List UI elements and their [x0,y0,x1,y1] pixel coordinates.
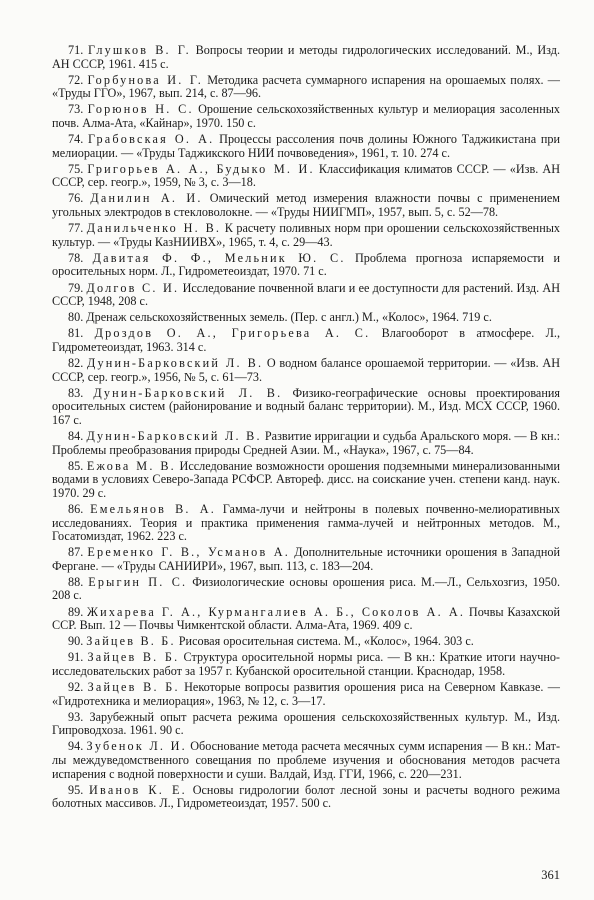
reference-number: 78. [68,250,84,265]
reference-item [52,103,560,130]
reference-item [52,387,560,428]
reference-author: Емельянов В. А. [90,501,216,516]
reference-item [52,576,560,603]
reference-author: Зубенок Л. И. [86,739,187,754]
reference-text: Физико-географические основы проектирования оросительных систем (районирование и водный баланс территории). М., Изд. МСХ СССР, 1960. 167 с. [52,385,560,427]
reference-text: Гамма-лучи и нейтроны в полевых почвенно-мелиоративных исследованиях. Теория и практика применения гамма-лучей и нейтронных методов. М., Госатомиздат, 1962. 223 с. [52,501,560,544]
reference-item [52,44,560,71]
reference-author: Давитая Ф. Ф., Мельник Ю. С. [92,250,346,265]
reference-author: Грабовская О. А. [88,132,215,147]
page-number: 361 [541,868,560,882]
reference-author: Ежова М. В. [86,458,176,473]
reference-item [52,460,560,501]
reference-number: 89. [68,604,84,619]
reference-text: Влагооборот в атмосфере. Л., Гидрометеоиздат, 1963. 314 с. [52,326,560,354]
reference-text: Дополнительные источники орошения в Западной Фергане. — «Труды САНИИРИ», 1967, вып. 113, с. 183—204. [52,545,560,573]
reference-number: 85. [68,458,84,473]
reference-number: 75. [68,161,84,176]
reference-number: 77. [68,221,84,236]
reference-number: 91. [68,650,84,665]
reference-text: Основы гидрологии болот лесной зоны и расчеты водного режима болотных массивов. Л., Гидрометеоиздат, 1957. 500 с. [52,782,560,811]
reference-text: Обоснование метода расчета месячных сумм испарения — В кн.: Мат-лы междуведомственного совещания по проблеме изучения и обоснования методов расчета испарения с водной поверхности и суши. Валдай, Изд. ГГИ, 1966, с. 220—231. [52,739,560,781]
reference-text: Процессы рассоления почв долины Южного Таджикистана при мелиорации. — «Труды Таджикского НИИ почвоведения», 1961, т. 10. 274 с. [52,132,561,160]
reference-text: Зарубежный опыт расчета режима орошения сельскохозяйственных культур. М., Изд. Гипроводхоза. 1961. 90 с. [52,709,560,738]
reference-item [52,282,560,309]
reference-list [52,44,560,813]
reference-number: 76. [68,191,84,206]
reference-text: Исследование возможности орошения подземными минерализованными водами в условиях Северо-Запада РСФСР. Автореф. дисс. на соискание учен. степени канд. наук. 1970. 29 с. [52,458,561,500]
reference-text: К расчету поливных норм при орошении сельскохозяйственных культур. — «Труды КазНИИВХ», 1965, т. 4, с. 29—43. [52,221,560,249]
reference-author: Иванов К. Е. [89,782,187,797]
reference-text: Дренаж сельскохозяйственных земель. (Пер. с англ.) М., «Колос», 1964. 719 с. [86,310,492,325]
reference-text: Физиологические основы орошения риса. М.—Л., Сельхозгиз, 1950. 208 с. [52,574,561,603]
reference-number: 93. [68,709,84,724]
reference-text: О водном балансе орошаемой территории. — «Изв. АН СССР, сер. геогр.», 1956, № 5, с. 61—73. [52,355,561,384]
reference-text: Почвы Казахской ССР. Вып. 12 — Почвы Чимкентской области. Алма-Ата, 1969. 409 с. [52,604,561,633]
reference-number: 87. [68,545,84,560]
reference-number: 80. [68,310,84,325]
reference-author: Долгов С. И. [86,280,180,295]
reference-author: Зайцев В. Б. [86,634,176,649]
reference-item [52,681,560,708]
reference-item [52,635,560,649]
reference-author: Горюнов Н. С. [87,102,194,117]
reference-author: Дроздов О. А., Григорьева А. С. [94,326,371,341]
reference-number: 79. [68,280,84,295]
reference-author: Еременко Г. В., Усманов А. [87,545,291,560]
reference-number: 71. [68,43,84,57]
reference-text: Проблема прогноза испаряемости и оросительных норм. Л., Гидрометеоиздат, 1970. 71 с. [52,250,561,279]
reference-text: Классификация климатов СССР. — «Изв. АН СССР, сер. геогр.», 1959, № 3, с. 3—18. [52,161,561,190]
reference-item [52,711,560,738]
reference-item [52,503,560,544]
reference-text: Омический метод измерения влажности почвы с применением угольных электродов в стекловолокне. — «Труды НИИГМП», 1957, вып. 5, с. 52—78. [52,191,561,220]
reference-item [52,357,560,384]
reference-number: 88. [68,574,84,589]
reference-number: 72. [68,72,84,87]
reference-author: Дунин-Барковский Л. В. [86,428,262,443]
reference-number: 95. [68,782,84,797]
reference-author: Дунин-Барковский Л. В. [86,355,264,370]
reference-author: Данилин А. И. [90,191,203,206]
reference-item [52,222,560,249]
reference-author: Горбунова И. Г. [87,72,204,87]
reference-text: Структура оросительной нормы риса. — В кн.: Краткие итоги научно-исследовательских работ за 1957 г. Кубанской оросительной станции. Краснодар, 1958. [52,650,560,678]
reference-number: 84. [68,428,84,443]
reference-item [52,252,560,279]
reference-number: 73. [68,102,84,117]
reference-item [52,133,560,160]
reference-item [52,651,560,678]
reference-number: 92. [68,680,84,695]
reference-item [52,163,560,190]
reference-item [52,430,560,457]
reference-item [52,311,560,325]
reference-text: Вопросы теории и методы гидрологических исследований. М., Изд. АН СССР, 1961. 415 с. [52,43,560,71]
reference-author: Ерыгин П. С. [88,574,188,589]
reference-number: 90. [68,634,84,649]
reference-number: 82. [68,355,84,370]
reference-author: Григорьев А. А., Будыко М. И. [87,161,315,176]
reference-item [52,740,560,781]
reference-author: Жихарева Г. А., Курмангалиев А. Б., Соколов А. А. [87,604,466,619]
reference-number: 74. [68,132,84,147]
reference-item [52,327,560,354]
reference-text: Орошение сельскохозяйственных культур и мелиорация засоленных почв. Алма-Ата, «Кайнар», 1970. 150 с. [52,102,561,130]
reference-item [52,74,560,101]
reference-author: Дунин-Барковский Л. В. [93,385,283,400]
reference-item [52,546,560,573]
reference-number: 83. [68,385,84,400]
reference-item [52,606,560,633]
reference-number: 94. [68,739,84,754]
reference-number: 86. [68,501,84,516]
reference-text: Рисовая оросительная система. М., «Колос», 1964. 303 с. [175,634,474,649]
reference-number: 81. [68,326,84,341]
reference-author: Зайцев В. Б. [87,680,180,695]
reference-text: Исследование почвенной влаги и ее доступности для растений. Изд. АН СССР, 1948, 208 с. [52,280,561,309]
reference-text: Развитие ирригации и судьба Аральского моря. — В кн.: Проблемы преобразования природы Средней Азии. М., «Наука», 1967, с. 75—84. [52,428,561,457]
reference-item [52,784,560,811]
reference-author: Данильченко Н. В. [86,221,222,236]
reference-item [52,192,560,219]
reference-author: Зайцев В. Б. [87,650,180,665]
reference-text: Некоторые вопросы развития орошения риса на Северном Кавказе. — «Гидротехника и мелиорация», 1963, № 12, с. 3—17. [52,680,560,708]
reference-author: Глушков В. Г. [88,43,191,57]
reference-text: Методика расчета суммарного испарения на орошаемых полях. — «Труды ГГО», 1967, вып. 214, с. 87—96. [52,72,560,101]
